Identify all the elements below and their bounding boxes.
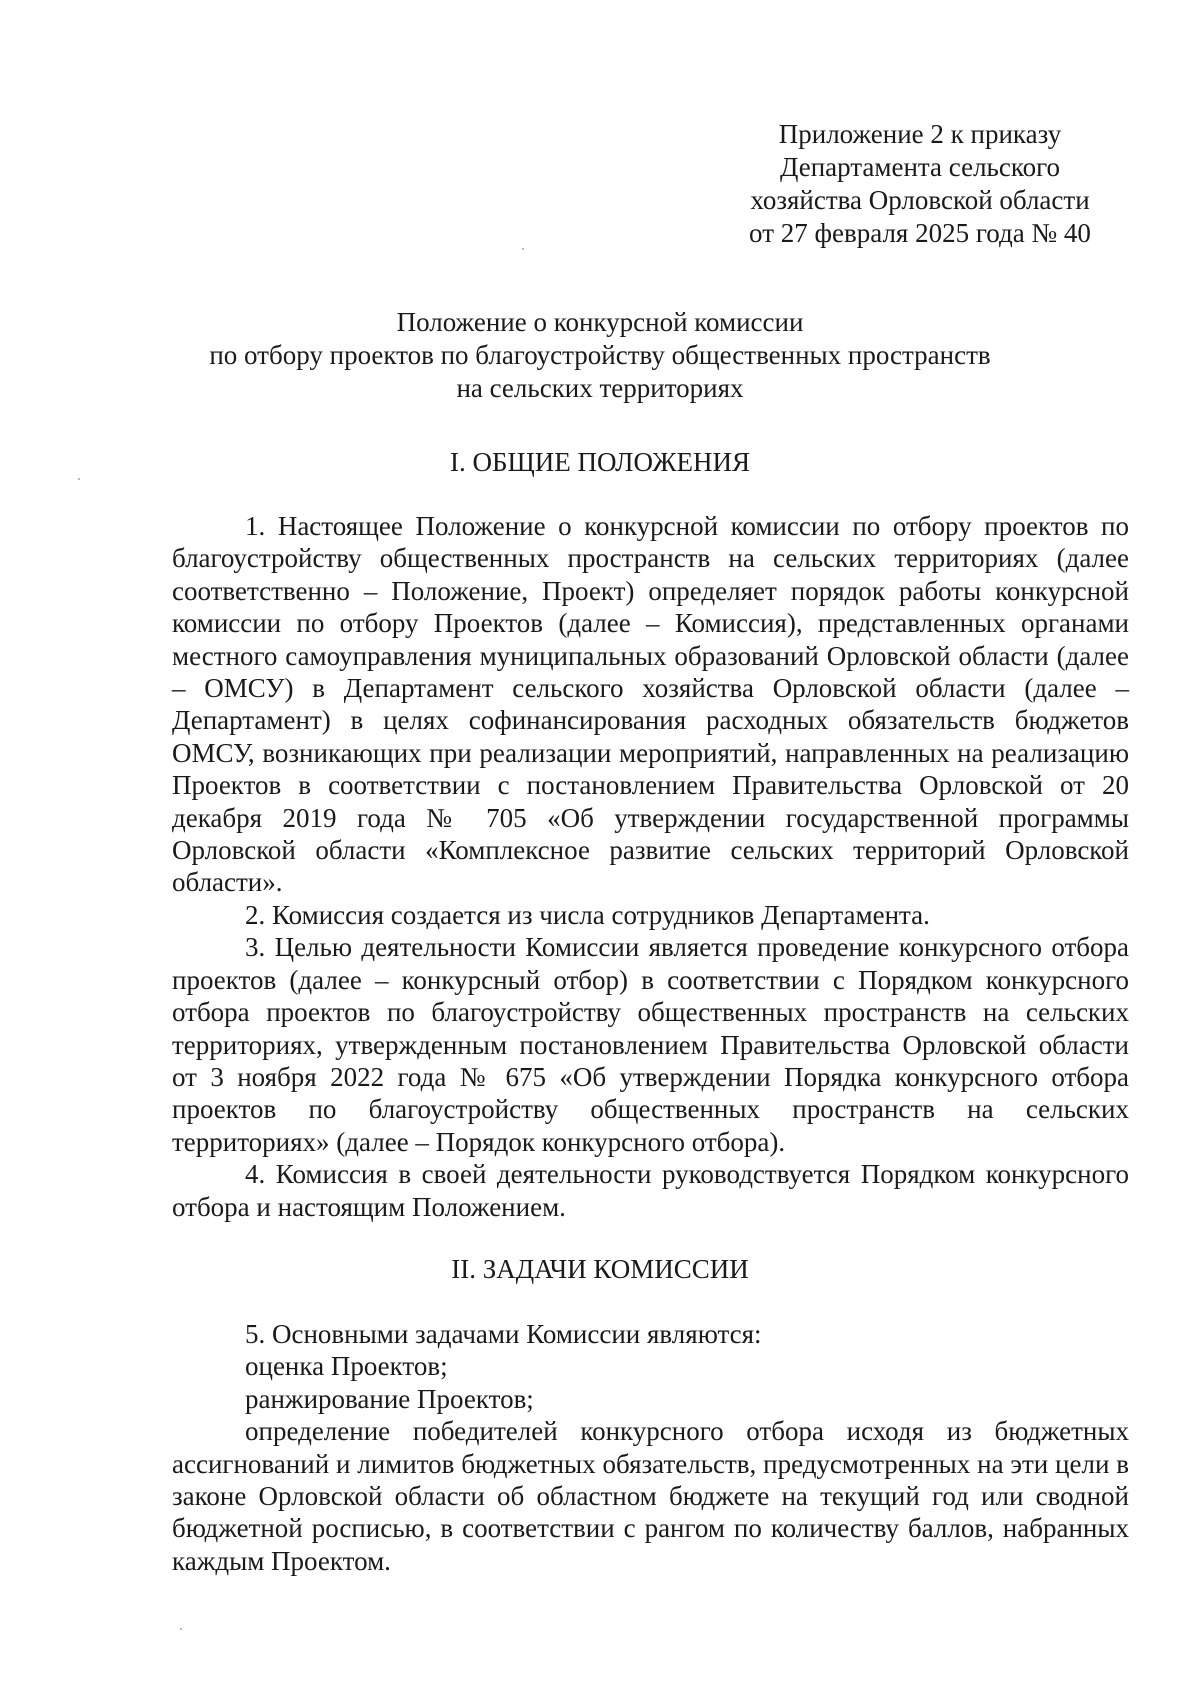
document-title <box>170 306 1030 405</box>
appendix-line-2: Департамента сельского <box>779 152 1061 182</box>
title-line-3: на сельских территориях <box>456 373 744 403</box>
appendix-header <box>700 118 1140 250</box>
section-1-heading: I. ОБЩИЕ ПОЛОЖЕНИЯ <box>450 447 750 477</box>
paragraph-2: 2. Комиссия создается из числа сотрудников Департамента. <box>245 899 930 930</box>
list-item-evaluation: оценка Проектов; <box>245 1351 448 1382</box>
scan-speck <box>78 478 80 480</box>
section-2-heading: II. ЗАДАЧИ КОМИССИИ <box>451 1254 749 1284</box>
title-line-1: Положение о конкурсной комиссии <box>396 307 804 337</box>
section-1-body <box>172 510 1129 1223</box>
appendix-line-4: от 27 февраля 2025 года № 40 <box>749 218 1091 248</box>
appendix-line-1: Приложение 2 к приказу <box>778 119 1062 149</box>
section-2-body <box>172 1318 1129 1577</box>
appendix-line-3: хозяйства Орловской области <box>750 185 1090 215</box>
scan-speck <box>180 1628 182 1630</box>
paragraph-4: 4. Комиссия в своей деятельности руководствуется Порядком конкурсного отбора и настоящим Положением. <box>172 1159 1129 1222</box>
paragraph-3: 3. Целью деятельности Комиссии является проведение конкурсного отбора проектов (далее – конкурсный отбор) в соответствии с Порядком конкурсного отбора проектов по благоустройству общественных пространств на сельских территориях, утвержденным постановлением Правительства Орловской области от 3 ноября 2022 года № 675 «Об утверждении Порядка конкурсного отбора проектов по благоустройству общественных пространств на сельских территориях» (далее – Порядок конкурсного отбора). <box>172 932 1129 1157</box>
paragraph-1: 1. Настоящее Положение о конкурсной комиссии по отбору проектов по благоустройству общественных пространств на сельских территориях (далее соответственно – Положение, Проект) определяет порядок работы конкурсной комиссии по отбору Проектов (далее – Комиссия), представленных органами местного самоуправления муниципальных образований Орловской области (далее – ОМСУ) в Департамент сельского хозяйства Орловской области (далее – Департамент) в целях софинансирования расходных обязательств бюджетов ОМСУ, возникающих при реализации мероприятий, направленных на реализацию Проектов в соответствии с постановлением Правительства Орловской от 20 декабря 2019 года № 705 «Об утверждении государственной программы Орловской области «Комплексное развитие сельских территорий Орловской области». <box>172 511 1129 898</box>
scan-speck <box>522 248 524 250</box>
list-item-winners: определение победителей конкурсного отбора исходя из бюджетных ассигнований и лимитов бюджетных обязательств, предусмотренных на эти цели в законе Орловской области об областном бюджете на текущий год или сводной бюджетной росписью, в соответствии с рангом по количеству баллов, набранных каждым Проектом. <box>172 1416 1129 1576</box>
paragraph-5: 5. Основными задачами Комиссии являются: <box>245 1319 762 1349</box>
list-item-ranking: ранжирование Проектов; <box>245 1383 534 1414</box>
title-line-2: по отбору проектов по благоустройству общественных пространств <box>209 340 991 370</box>
